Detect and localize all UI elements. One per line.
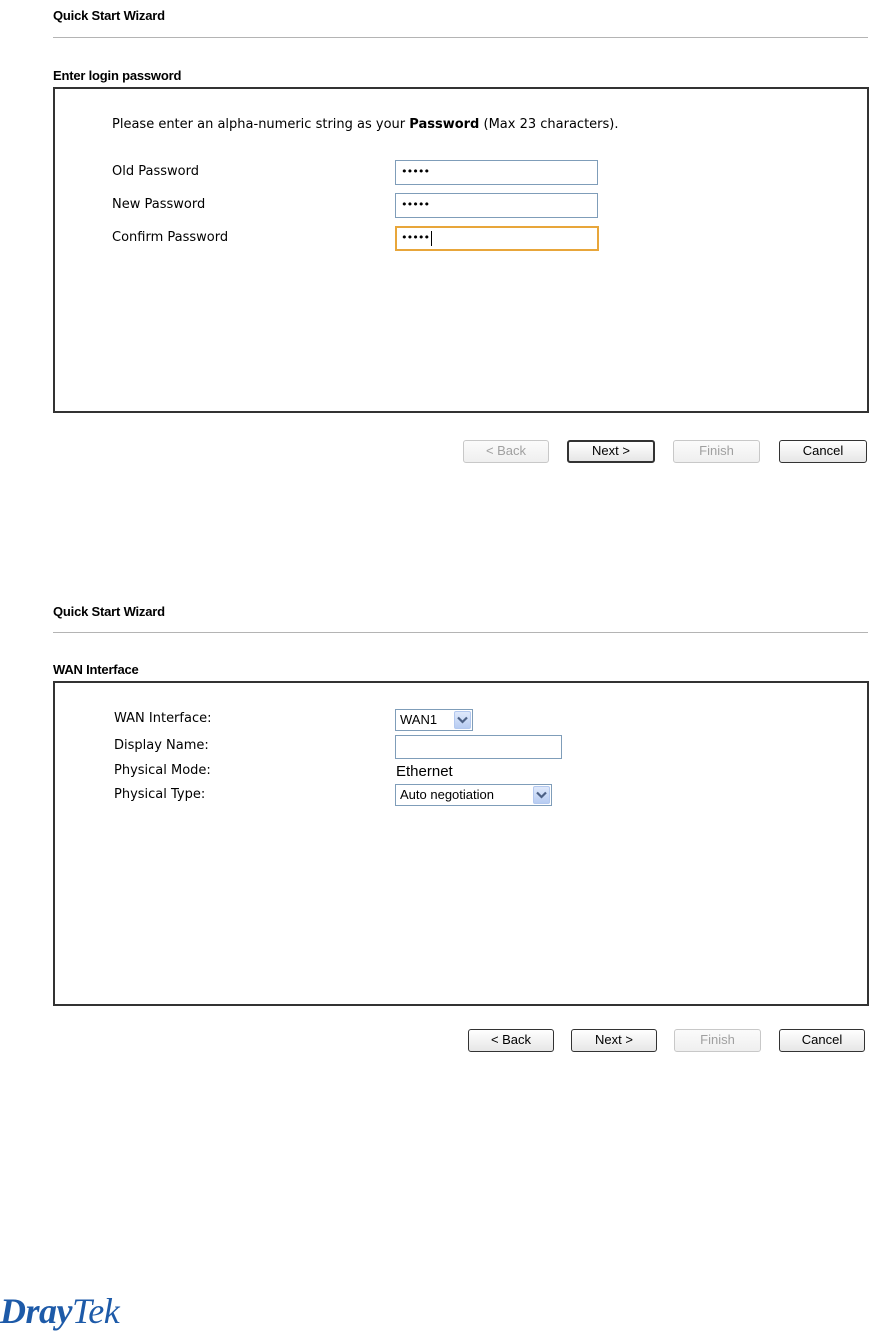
confirm-password-field[interactable] — [395, 226, 599, 251]
wan-interface-value: WAN1 — [400, 712, 438, 727]
title-divider — [53, 37, 868, 38]
physical-type-label: Physical Type: — [114, 787, 206, 802]
display-name-label: Display Name: — [114, 738, 209, 753]
logo-dray: Dray — [0, 1291, 72, 1331]
new-password-label: New Password — [112, 197, 206, 212]
old-password-field[interactable] — [395, 160, 598, 185]
next-button[interactable]: Next > — [567, 440, 655, 463]
section-title: Enter login password — [53, 68, 182, 83]
physical-mode-value: Ethernet — [396, 763, 453, 780]
chevron-down-icon[interactable] — [533, 786, 550, 804]
instructions-text: Please enter an alpha-numeric string as your — [112, 117, 406, 132]
next-button[interactable]: Next > — [571, 1029, 657, 1052]
back-button[interactable]: < Back — [468, 1029, 554, 1052]
finish-button[interactable]: Finish — [673, 440, 760, 463]
cancel-button[interactable]: Cancel — [779, 1029, 865, 1052]
chevron-down-icon[interactable] — [454, 711, 471, 729]
cancel-button[interactable]: Cancel — [779, 440, 867, 463]
wan-interface-select[interactable] — [395, 709, 473, 731]
section-title: WAN Interface — [53, 662, 139, 677]
wan-interface-label: WAN Interface: — [114, 711, 212, 726]
title-divider — [53, 632, 868, 633]
old-password-label: Old Password — [112, 164, 199, 179]
new-password-field[interactable] — [395, 193, 598, 218]
confirm-password-label: Confirm Password — [112, 230, 229, 245]
instructions-bold: Password — [409, 117, 480, 132]
physical-type-select[interactable] — [395, 784, 552, 806]
new-password-value: ••••• — [401, 198, 430, 211]
wizard-title: Quick Start Wizard — [53, 8, 165, 23]
confirm-password-value: ••••• — [401, 231, 430, 244]
text-cursor — [431, 231, 432, 246]
draytek-logo — [0, 1290, 119, 1332]
password-instructions — [112, 117, 618, 132]
back-button[interactable]: < Back — [463, 440, 549, 463]
finish-button[interactable]: Finish — [674, 1029, 761, 1052]
physical-type-value: Auto negotiation — [400, 787, 494, 802]
logo-tek: Tek — [72, 1291, 120, 1331]
old-password-value: ••••• — [401, 165, 430, 178]
physical-mode-label: Physical Mode: — [114, 763, 211, 778]
wizard-title: Quick Start Wizard — [53, 604, 165, 619]
instructions-suffix: (Max 23 characters). — [483, 117, 619, 132]
display-name-field[interactable] — [395, 735, 562, 759]
